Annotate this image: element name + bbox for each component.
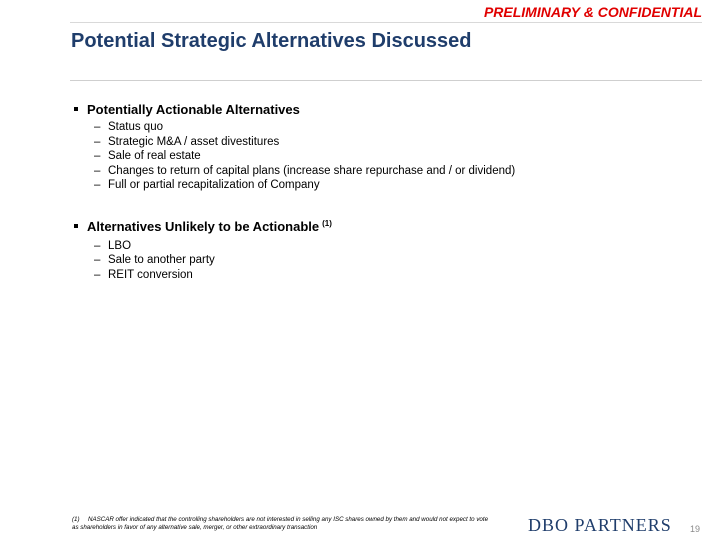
footnote-text: NASCAR offer indicated that the controlling shareholders are not interested in selling any ISC shares owned by them and would not expect to vote as shareholders in favor of any alternative sale, merger, or other extraordinary transaction — [72, 516, 489, 531]
list-item-text: Sale of real estate — [108, 150, 201, 162]
section-heading — [72, 102, 692, 118]
list-item: – Strategic M&A / asset divestitures — [94, 135, 280, 148]
list-item: – Full or partial recapitalization of Company — [94, 179, 320, 191]
confidential-label: PRELIMINARY & CONFIDENTIAL — [483, 4, 702, 20]
section-heading — [72, 219, 692, 237]
list-item-text: Full or partial recapitalization of Company — [108, 179, 320, 191]
list-item: – Sale of real estate — [94, 150, 201, 162]
section-actionable — [72, 102, 692, 193]
list-item: – Status quo — [94, 121, 163, 133]
list-item-text: Strategic M&A / asset divestitures — [108, 135, 280, 148]
footnote-reference: (1) — [322, 218, 332, 228]
square-bullet-icon — [74, 224, 78, 228]
square-bullet-icon — [74, 107, 78, 111]
list-item: – REIT conversion — [94, 268, 193, 281]
alternatives-list — [72, 120, 692, 193]
page-title: Potential Strategic Alternatives Discussed — [71, 30, 472, 52]
list-item: – Changes to return of capital plans (increase share repurchase and / or dividend) — [94, 164, 516, 177]
section-heading-text: Alternatives Unlikely to be Actionable — [87, 218, 320, 234]
list-item-text: Sale to another party — [108, 254, 215, 266]
section-heading-text: Potentially Actionable Alternatives — [87, 102, 300, 117]
list-item-text: Changes to return of capital plans (increase share repurchase and / or dividend) — [108, 164, 516, 177]
list-item-text: Status quo — [108, 121, 163, 133]
list-item-text: LBO — [108, 239, 132, 252]
footnote-number: (1) — [72, 516, 80, 523]
list-item-text: REIT conversion — [108, 268, 193, 281]
section-unlikely — [72, 219, 692, 283]
company-logo: DBO PARTNERS — [528, 515, 672, 535]
footnote — [72, 516, 492, 532]
slide-content — [72, 102, 692, 282]
header-divider — [70, 22, 702, 23]
list-item: – Sale to another party — [94, 254, 215, 266]
page-number: 19 — [689, 524, 700, 534]
list-item: – LBO — [94, 239, 132, 252]
title-divider — [70, 80, 702, 81]
alternatives-list — [72, 239, 692, 283]
